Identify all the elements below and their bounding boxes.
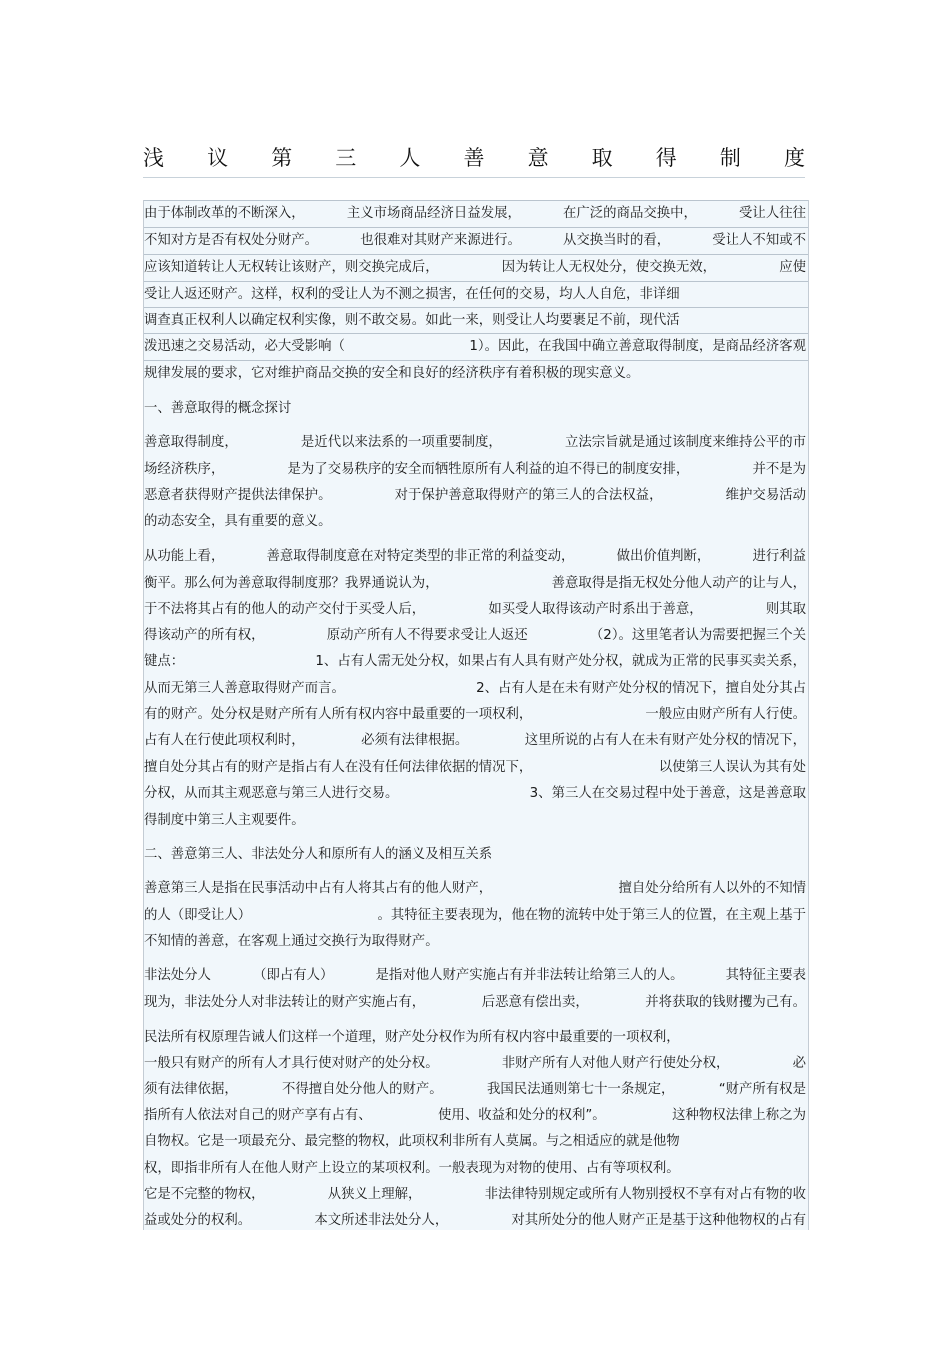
text-segment: （2）。这里笔者认为需要把握三个关 [589, 628, 806, 643]
text-segment: 指所有人依法对自己的财产享有占有、 [144, 1108, 372, 1123]
text-line [144, 227, 808, 254]
text-segment: 衡平。那么何为善意取得制度那？我界通说认为， [144, 576, 439, 591]
text-segment: 以使第三人误认为其有处 [658, 760, 806, 775]
text-segment: 应该知道转让人无权转让该财产，则交换完成后， [144, 260, 439, 275]
text-segment: 键点： [144, 654, 185, 669]
text-line [144, 963, 808, 989]
text-line [144, 1156, 808, 1182]
text-segment: 从狭义上理解， [327, 1187, 422, 1202]
text-segment: 我国民法通则第七十一条规定， [486, 1082, 675, 1097]
text-segment: 得制度中第三人主观要件。 [144, 813, 305, 828]
text-segment: “财产所有权是 [718, 1082, 806, 1097]
text-segment: 是指对他人财产实施占有并非法转让给第三人的人。 [375, 968, 684, 983]
title-char: 度 [783, 146, 805, 170]
text-segment: 从而无第三人善意取得财产而言。 [144, 681, 345, 696]
text-line [144, 1182, 808, 1208]
text-line [144, 676, 808, 702]
text-segment: 二、善意第三人、非法处分人和原所有人的涵义及相互关系 [144, 847, 493, 862]
text-segment: 本文所述非法处分人， [314, 1213, 449, 1228]
text-segment: 有的财产。处分权是财产所有人所有权内容中最重要的一项权利， [144, 707, 533, 722]
text-segment: 立法宗旨就是通过该制度来维持公平的市 [564, 435, 806, 450]
text-segment: 维护交易活动 [725, 488, 806, 503]
title-char: 浅 [143, 146, 164, 170]
text-segment: 。其特征主要表现为，他在物的流转中处于第三人的位置，在主观上基于 [377, 908, 806, 923]
text-segment: 须有法律依据， [144, 1082, 238, 1097]
text-segment: 它是不完整的物权， [144, 1187, 265, 1202]
text-line [144, 842, 808, 868]
text-line [144, 1025, 808, 1051]
title-char: 意 [527, 146, 549, 170]
title-char: 人 [399, 146, 421, 170]
text-line [144, 254, 808, 281]
text-segment: 受让人返还财产。这样，权利的受让人为不测之损害，在任何的交易，均人人自危，非详细 [144, 287, 680, 302]
text-segment: 受让人不知或不 [712, 233, 806, 248]
text-line [144, 1208, 808, 1230]
text-segment: 也很难对其财产来源进行。 [360, 233, 521, 248]
title-char: 善 [463, 146, 485, 170]
text-segment: 对于保护善意取得财产的第三人的合法权益， [394, 488, 663, 503]
text-segment: 善意第三人是指在民事活动中占有人将其占有的他人财产， [144, 881, 493, 896]
text-segment: 其特征主要表 [725, 968, 806, 983]
text-segment: 一般只有财产的所有人才具行使对财产的处分权。 [144, 1056, 439, 1071]
text-line [144, 1077, 808, 1103]
text-line [144, 728, 808, 754]
text-segment: 由于体制改革的不断深入， [144, 206, 305, 221]
text-line [144, 571, 808, 597]
text-segment: 3、第三人在交易过程中处于善意，这是善意取 [529, 786, 806, 801]
text-segment: 占有人在行使此项权利时， [144, 733, 305, 748]
text-segment: 非法律特别规定或所有人物别授权不享有对占有物的收 [484, 1187, 806, 1202]
text-segment: 并将获取的钱财攫为己有。 [645, 995, 806, 1010]
text-segment: 必须有法律根据。 [361, 733, 469, 748]
text-line [144, 781, 808, 807]
text-line [144, 333, 808, 361]
title-char: 制 [719, 146, 741, 170]
text-segment: 1）。因此，在我国中确立善意取得制度，是商品经济客观 [469, 339, 806, 354]
text-segment: 善意取得是指无权处分他人动产的让与人， [551, 576, 806, 591]
title-divider [143, 177, 805, 178]
text-segment: 调查真正权利人以确定权利实像，则不敢交易。如此一来，则受让人均要裹足不前，现代活 [144, 313, 680, 328]
text-segment: 不知对方是否有权处分财产。 [144, 233, 319, 248]
text-segment: 擅自处分其占有的财产是指占有人在没有任何法律依据的情况下， [144, 760, 533, 775]
text-line [144, 876, 808, 902]
text-line [144, 457, 808, 483]
text-line [144, 808, 808, 834]
text-line [144, 1103, 808, 1129]
text-line [144, 544, 808, 570]
text-segment: 做出价值判断， [616, 549, 711, 564]
text-segment: 是近代以来法系的一项重要制度， [300, 435, 502, 450]
text-segment: 不知情的善意，在客观上通过交换行为取得财产。 [144, 934, 439, 949]
text-segment: 是为了交易秩序的安全而牺牲原所有人利益的迫不得已的制度安排， [287, 462, 690, 477]
text-segment: 并不是为 [752, 462, 806, 477]
text-segment: 规律发展的要求，它对维护商品交换的安全和良好的经济秩序有着积极的现实意义。 [144, 366, 640, 381]
text-line [144, 281, 808, 308]
text-line [144, 307, 808, 334]
text-segment: 益或处分的权利。 [144, 1213, 252, 1228]
text-segment: 恶意者获得财产提供法律保护。 [144, 488, 332, 503]
text-segment: 善意取得制度意在对特定类型的非正常的利益变动， [266, 549, 575, 564]
text-line [144, 755, 808, 781]
text-segment: 分权，从而其主观恶意与第三人进行交易。 [144, 786, 399, 801]
text-segment: 应使 [779, 260, 806, 275]
text-segment: 1、占有人需无处分权，如果占有人具有财产处分权，就成为正常的民事买卖关系， [315, 654, 806, 669]
text-line [144, 903, 808, 929]
text-segment: 如买受人取得该动产时系出于善意， [488, 602, 703, 617]
text-line [144, 483, 808, 509]
text-segment: 自物权。它是一项最充分、最完整的物权，此项权利非所有人莫属。与之相适应的就是他物 [144, 1134, 680, 1149]
text-segment: 必 [792, 1056, 806, 1071]
text-segment: 2、占有人是在未有财产处分权的情况下，擅自处分其占 [476, 681, 806, 696]
text-segment: 后恶意有偿出卖， [481, 995, 589, 1010]
text-line [144, 990, 808, 1016]
text-segment: 权，即指非所有人在他人财产上设立的某项权利。一般表现为对物的使用、占有等项权利。 [144, 1161, 680, 1176]
text-segment: 得该动产的所有权， [144, 628, 265, 643]
text-segment: 这里所说的占有人在未有财产处分权的情况下， [524, 733, 806, 748]
text-line [144, 200, 808, 227]
text-line [144, 597, 808, 623]
text-line [144, 361, 808, 387]
text-segment: 场经济秩序， [144, 462, 225, 477]
text-segment: 这种物权法律上称之为 [672, 1108, 806, 1123]
text-segment: （即占有人） [253, 968, 334, 983]
text-segment: 从功能上看， [144, 549, 225, 564]
title-char: 取 [591, 146, 613, 170]
text-segment: 泼迅速之交易活动，必大受影响（ [144, 339, 345, 354]
text-line [144, 1051, 808, 1077]
text-segment: 在广泛的商品交换中， [563, 206, 697, 221]
document-body [143, 200, 809, 1230]
text-segment: 不得擅自处分他人的财产。 [282, 1082, 443, 1097]
text-segment: 非财产所有人对他人财产行使处分权， [501, 1056, 730, 1071]
text-segment: 进行利益 [752, 549, 806, 564]
text-segment: 一般应由财产所有人行使。 [645, 707, 806, 722]
text-segment: 于不法将其占有的他人的动产交付于买受人后， [144, 602, 426, 617]
title-char: 得 [655, 146, 677, 170]
text-segment: 因为转让人无权处分，使交换无效， [501, 260, 717, 275]
document-title [143, 142, 805, 174]
text-line [144, 929, 808, 955]
text-segment: 的动态安全，具有重要的意义。 [144, 514, 332, 529]
text-segment: 擅自处分给所有人以外的不知情 [618, 881, 806, 896]
text-segment: 对其所处分的他人财产正是基于这种他物权的占有 [511, 1213, 806, 1228]
text-segment: 受让人往往 [739, 206, 806, 221]
text-segment: 原动产所有人不得要求受让人返还 [326, 628, 528, 643]
text-line [144, 702, 808, 728]
text-line [144, 623, 808, 649]
text-line [144, 1129, 808, 1155]
text-line [144, 430, 808, 456]
text-segment: 一、善意取得的概念探讨 [144, 401, 292, 416]
title-char: 议 [207, 146, 229, 170]
text-segment: 则其取 [765, 602, 806, 617]
text-segment: 的人（即受让人） [144, 908, 252, 923]
text-line [144, 509, 808, 535]
text-segment: 使用、收益和处分的权利”。 [438, 1108, 606, 1123]
text-segment: 从交换当时的看， [563, 233, 671, 248]
text-segment: 主义市场商品经济日益发展， [346, 206, 521, 221]
title-char: 第 [271, 146, 293, 170]
title-char: 三 [335, 146, 357, 170]
text-line [144, 396, 808, 422]
text-segment: 民法所有权原理告诫人们这样一个道理，财产处分权作为所有权内容中最重要的一项权利， [144, 1030, 680, 1045]
text-segment: 非法处分人 [144, 968, 211, 983]
text-line [144, 649, 808, 675]
text-segment: 现为，非法处分人对非法转让的财产实施占有， [144, 995, 426, 1010]
text-segment: 善意取得制度， [144, 435, 238, 450]
